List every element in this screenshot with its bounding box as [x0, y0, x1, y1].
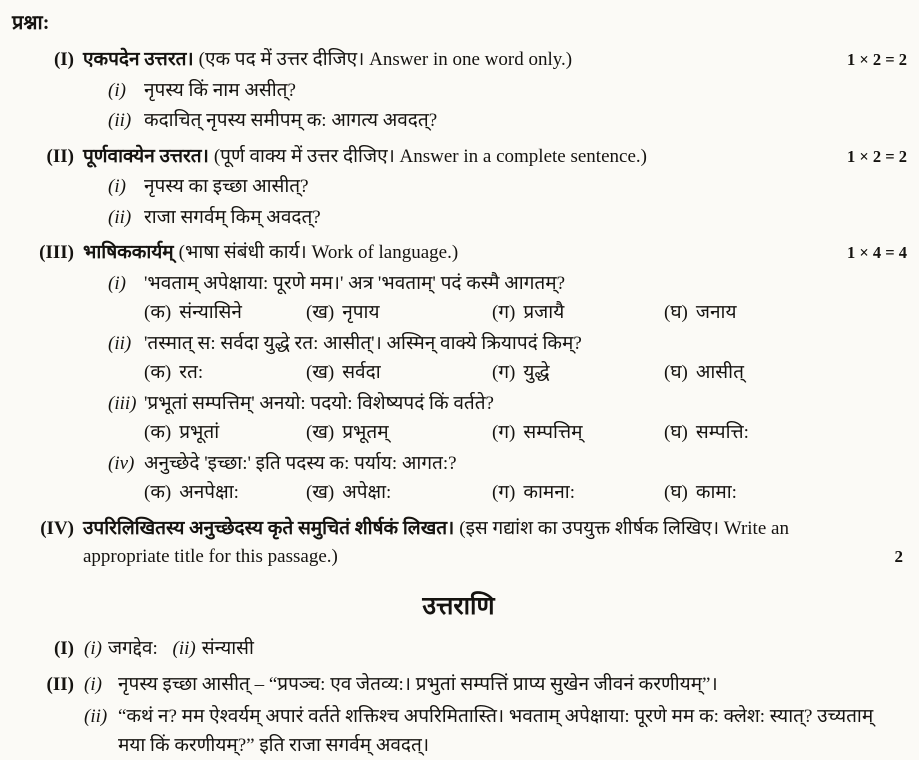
- sub-question-text: कदाचित् नृपस्य समीपम् क: आगत्य अवदत्?: [144, 107, 909, 136]
- option-label: (ग): [492, 482, 515, 503]
- option-label: (ग): [492, 422, 515, 443]
- sub-question-number: (iv): [108, 450, 144, 479]
- options-row: [144, 299, 909, 328]
- question-number: (II): [8, 143, 74, 172]
- option-text: सम्पत्तिम्: [523, 422, 582, 443]
- answer-block-1: [8, 635, 909, 664]
- option-text: नृपाय: [342, 302, 379, 323]
- options-row: [144, 479, 909, 508]
- sub-question-text: 'भवताम् अपेक्षाया: पूरणे मम।' अत्र 'भवताम्' पदं कस्मै आगतम्?: [144, 270, 909, 299]
- option-text: प्रभूतम्: [342, 422, 388, 443]
- questions-header: प्रश्ना:: [12, 8, 909, 38]
- question-number: (IV): [8, 515, 74, 544]
- option-text: कामा:: [696, 482, 737, 503]
- answer-number: (I): [8, 635, 74, 664]
- sub-question: [108, 450, 909, 479]
- question-block-3: [8, 239, 909, 508]
- option-gha: [664, 419, 909, 448]
- option-ga: [492, 419, 664, 448]
- question-title: भाषिककार्यम्: [83, 242, 174, 263]
- question-head: [8, 143, 909, 172]
- option-text: प्रभूतां: [179, 422, 219, 443]
- option-label: (घ): [664, 362, 688, 383]
- sub-question-text: राजा सगर्वम् किम् अवदत्?: [144, 204, 909, 233]
- question-subtitle: (पूर्ण वाक्य में उत्तर दीजिए। Answer in a complete sentence.): [214, 146, 647, 167]
- option-text: प्रजायै: [523, 302, 564, 323]
- answer-items: [84, 671, 909, 760]
- option-gha: [664, 359, 909, 388]
- option-label: (क): [144, 302, 171, 323]
- sub-question-number: (iii): [108, 390, 144, 419]
- sub-question-number: (i): [108, 77, 144, 106]
- option-text: अनपेक्षा:: [179, 482, 239, 503]
- options-row: [144, 419, 909, 448]
- option-label: (ख): [306, 302, 334, 323]
- sub-question-text: 'प्रभूतां सम्पत्तिम्' अनयो: पदयो: विशेष्यपदं किं वर्तते?: [144, 390, 909, 419]
- sub-question: [108, 204, 909, 233]
- option-label: (क): [144, 362, 171, 383]
- sub-question: [108, 173, 909, 202]
- answers-heading: उत्तराणि: [8, 588, 909, 626]
- answer-part-number: (i): [84, 638, 102, 659]
- answer-part-text: जगद्देव:: [108, 638, 158, 659]
- question-subtitle: (इस गद्यांश का उपयुक्त शीर्षक लिखिए। Write an appropriate title for this passage.): [83, 518, 789, 568]
- question-head: [8, 46, 909, 75]
- question-title-wrap: [83, 46, 837, 75]
- question-number: (III): [8, 239, 74, 268]
- option-kha: [306, 419, 492, 448]
- sub-question: [108, 77, 909, 106]
- option-ga: [492, 359, 664, 388]
- answer-block-2: [8, 671, 909, 760]
- option-ka: [144, 299, 306, 328]
- question-subtitle: (भाषा संबंधी कार्य। Work of language.): [179, 242, 459, 263]
- answer-item-number: (ii): [84, 703, 118, 760]
- sub-question-text: अनुच्छेदे 'इच्छा:' इति पदस्य क: पर्याय: आगत:?: [144, 450, 909, 479]
- answer-item-text: “कथं न? मम ऐश्वर्यम् अपारं वर्तते शक्तिश्च अपरिमितास्ति। भवताम् अपेक्षाया: पूरणे मम क: क्लेश: स्यात्? उच्यताम् मया किं करणीयम्?” इति राजा सगर्वम् अवदत्।: [118, 703, 909, 760]
- option-label: (घ): [664, 422, 688, 443]
- question-head: [8, 515, 909, 572]
- sub-question-number: (i): [108, 270, 144, 299]
- answer-part-number: (ii): [173, 638, 196, 659]
- option-label: (ग): [492, 302, 515, 323]
- option-kha: [306, 359, 492, 388]
- sub-question: [108, 107, 909, 136]
- option-ka: [144, 419, 306, 448]
- sub-question-number: (ii): [108, 204, 144, 233]
- option-text: कामना:: [523, 482, 575, 503]
- option-label: (क): [144, 422, 171, 443]
- answer-item-text: नृपस्य इच्छा आसीत् – “प्रपञ्च: एव जेतव्य:। प्रभुतां सम्पत्तिं प्राप्य सुखेन जीवनं करणीयम्”।: [118, 671, 909, 700]
- question-title: उपरिलिखितस्य अनुच्छेदस्य कृते समुचितं शीर्षकं लिखत।: [83, 518, 454, 539]
- question-title: पूर्णवाक्येन उत्तरत।: [83, 146, 209, 167]
- sub-question: [108, 390, 909, 419]
- option-text: जनाय: [696, 302, 737, 323]
- marks-label: 1 × 2 = 2: [847, 143, 909, 170]
- option-label: (ख): [306, 482, 334, 503]
- option-text: आसीत्: [696, 362, 744, 383]
- option-ga: [492, 479, 664, 508]
- option-text: अपेक्षा:: [342, 482, 391, 503]
- option-label: (घ): [664, 482, 688, 503]
- option-label: (घ): [664, 302, 688, 323]
- question-title: एकपदेन उत्तरत।: [83, 49, 194, 70]
- marks-label: 1 × 2 = 2: [847, 46, 909, 73]
- answer-item: [84, 703, 909, 760]
- question-head: [8, 239, 909, 268]
- option-gha: [664, 479, 909, 508]
- answer-item: [84, 671, 909, 700]
- sub-question-number: (i): [108, 173, 144, 202]
- option-text: सर्वदा: [342, 362, 380, 383]
- option-ka: [144, 359, 306, 388]
- sub-question: [108, 330, 909, 359]
- answer-text: [84, 635, 254, 664]
- question-title-wrap: [83, 143, 837, 172]
- option-kha: [306, 299, 492, 328]
- question-block-1: [8, 46, 909, 136]
- option-ka: [144, 479, 306, 508]
- answer-item-number: (i): [84, 671, 118, 700]
- sub-question-text: 'तस्मात् स: सर्वदा युद्धे रत: आसीत्'। अस्मिन् वाक्ये क्रियापदं किम्?: [144, 330, 909, 359]
- option-text: रत:: [179, 362, 203, 383]
- marks-label: 1 × 4 = 4: [847, 239, 909, 266]
- option-ga: [492, 299, 664, 328]
- sub-question: [108, 270, 909, 299]
- option-label: (ग): [492, 362, 515, 383]
- marks-label: 2: [895, 544, 904, 570]
- option-label: (ख): [306, 362, 334, 383]
- option-label: (क): [144, 482, 171, 503]
- option-label: (ख): [306, 422, 334, 443]
- option-kha: [306, 479, 492, 508]
- options-row: [144, 359, 909, 388]
- sub-question-number: (ii): [108, 107, 144, 136]
- question-number: (I): [8, 46, 74, 75]
- sub-question-text: नृपस्य का इच्छा आसीत्?: [144, 173, 909, 202]
- option-text: युद्धे: [523, 362, 549, 383]
- question-block-2: [8, 143, 909, 233]
- answer-part-text: संन्यासी: [202, 638, 254, 659]
- question-subtitle: (एक पद में उत्तर दीजिए। Answer in one word only.): [199, 49, 572, 70]
- sub-question-number: (ii): [108, 330, 144, 359]
- question-block-4: [8, 515, 909, 572]
- answer-number: (II): [8, 671, 74, 760]
- option-text: संन्यासिने: [179, 302, 242, 323]
- question-title-wrap: [83, 239, 837, 268]
- option-gha: [664, 299, 909, 328]
- option-text: सम्पत्ति:: [696, 422, 749, 443]
- sub-question-text: नृपस्य किं नाम असीत्?: [144, 77, 909, 106]
- question-title-wrap: [83, 515, 909, 572]
